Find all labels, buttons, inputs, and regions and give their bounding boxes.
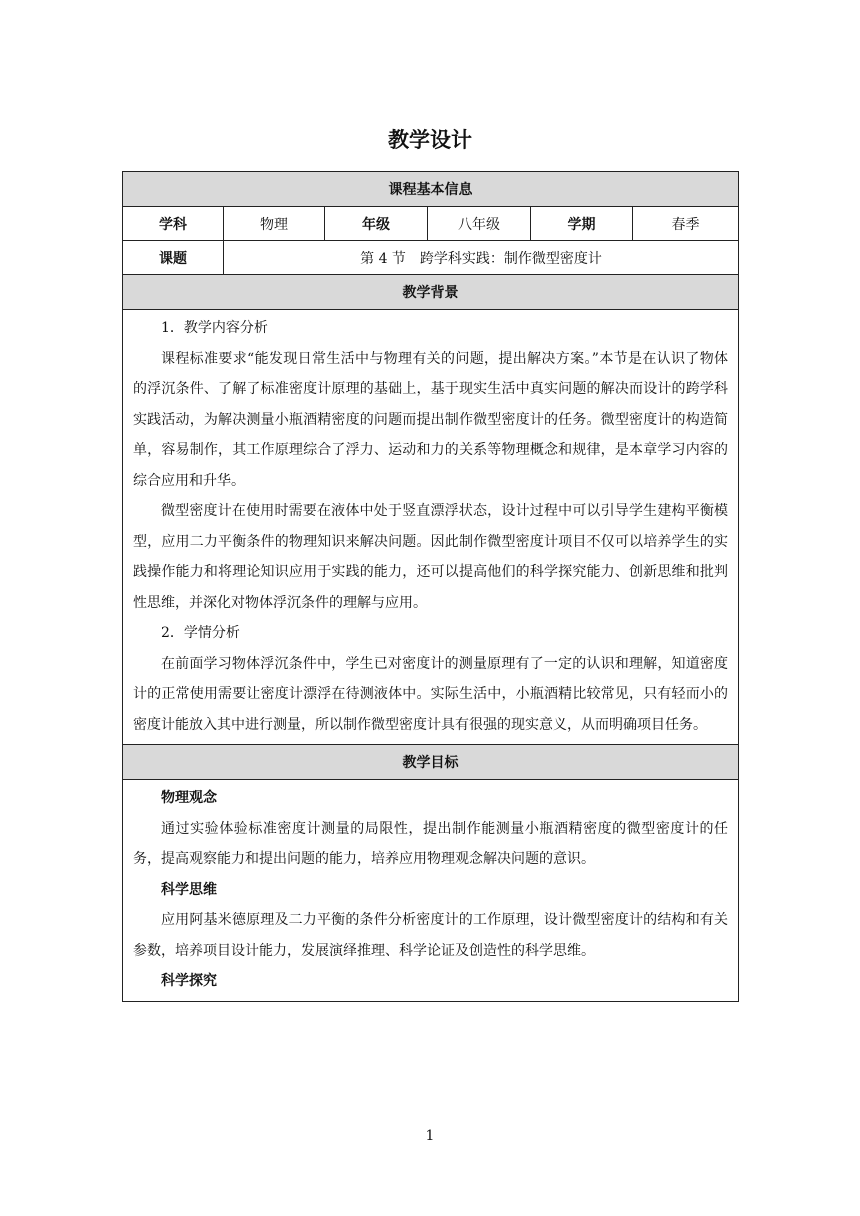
scientific-inquiry-heading: 科学探究 bbox=[161, 973, 217, 989]
grade-label: 年级 bbox=[325, 207, 428, 241]
document-title: 教学设计 bbox=[388, 128, 472, 152]
subject-label: 学科 bbox=[123, 207, 224, 241]
basic-info-section-title: 课程基本信息 bbox=[123, 172, 739, 207]
goals-content-row bbox=[123, 780, 739, 1002]
student-analysis-heading: 2．学情分析 bbox=[161, 625, 240, 641]
page-number: 1 bbox=[425, 1128, 435, 1144]
basic-info-header-row bbox=[123, 172, 739, 207]
background-paragraph: 课程标准要求“能发现日常生活中与物理有关的问题，提出解决方案。”本节是在认识了物体的浮沉条件、了解了标准密度计原理的基础上，基于现实生活中真实问题的解决而设计的跨学科实践活动，为解决测量小瓶酒精密度的问题而提出制作微型密度计的任务。微型密度计的构造简单，容易制作，其工作原理综合了浮力、运动和力的关系等物理概念和规律，是本章学习内容的综合应用和升华。 bbox=[133, 350, 729, 489]
background-paragraph: 微型密度计在使用时需要在液体中处于竖直漂浮状态，设计过程中可以引导学生建构平衡模型，应用二力平衡条件的物理知识来解决问题。因此制作微型密度计项目不仅可以培养学生的实践操作能力和将理论知识应用于实践的能力，还可以提高他们的科学探究能力、创新思维和批判性思维，并深化对物体浮沉条件的理解与应用。 bbox=[133, 503, 729, 611]
background-content bbox=[123, 310, 739, 745]
background-paragraph: 在前面学习物体浮沉条件中，学生已对密度计的测量原理有了一定的认识和理解，知道密度计的正常使用需要让密度计漂浮在待测液体中。实际生活中，小瓶酒精比较常见，只有轻而小的密度计能放入其中进行测量，所以制作微型密度计具有很强的现实意义，从而明确项目任务。 bbox=[133, 655, 729, 733]
subject-row bbox=[123, 207, 739, 241]
term-value: 春季 bbox=[633, 207, 739, 241]
content-analysis-heading: 1．教学内容分析 bbox=[161, 320, 268, 336]
physics-concept-text: 通过实验体验标准密度计测量的局限性，提出制作能测量小瓶酒精密度的微型密度计的任务，提高观察能力和提出问题的能力，培养应用物理观念解决问题的意识。 bbox=[133, 820, 729, 867]
goals-content bbox=[123, 780, 739, 1002]
scientific-thinking-text: 应用阿基米德原理及二力平衡的条件分析密度计的工作原理，设计微型密度计的结构和有关参数，培养项目设计能力，发展演绎推理、科学论证及创造性的科学思维。 bbox=[133, 912, 729, 959]
scientific-thinking-heading: 科学思维 bbox=[161, 881, 217, 898]
physics-concept-heading: 物理观念 bbox=[161, 790, 217, 806]
topic-row bbox=[123, 241, 739, 275]
background-content-row bbox=[123, 310, 739, 745]
background-header-row bbox=[123, 275, 739, 310]
subject-value: 物理 bbox=[224, 207, 325, 241]
term-label: 学期 bbox=[531, 207, 633, 241]
topic-label: 课题 bbox=[123, 241, 224, 275]
lesson-plan-table bbox=[122, 171, 739, 1002]
background-section-title: 教学背景 bbox=[123, 275, 739, 310]
goals-section-title: 教学目标 bbox=[123, 745, 739, 780]
topic-value: 第 4 节 跨学科实践：制作微型密度计 bbox=[224, 241, 739, 275]
goals-header-row bbox=[123, 745, 739, 780]
grade-value: 八年级 bbox=[428, 207, 531, 241]
